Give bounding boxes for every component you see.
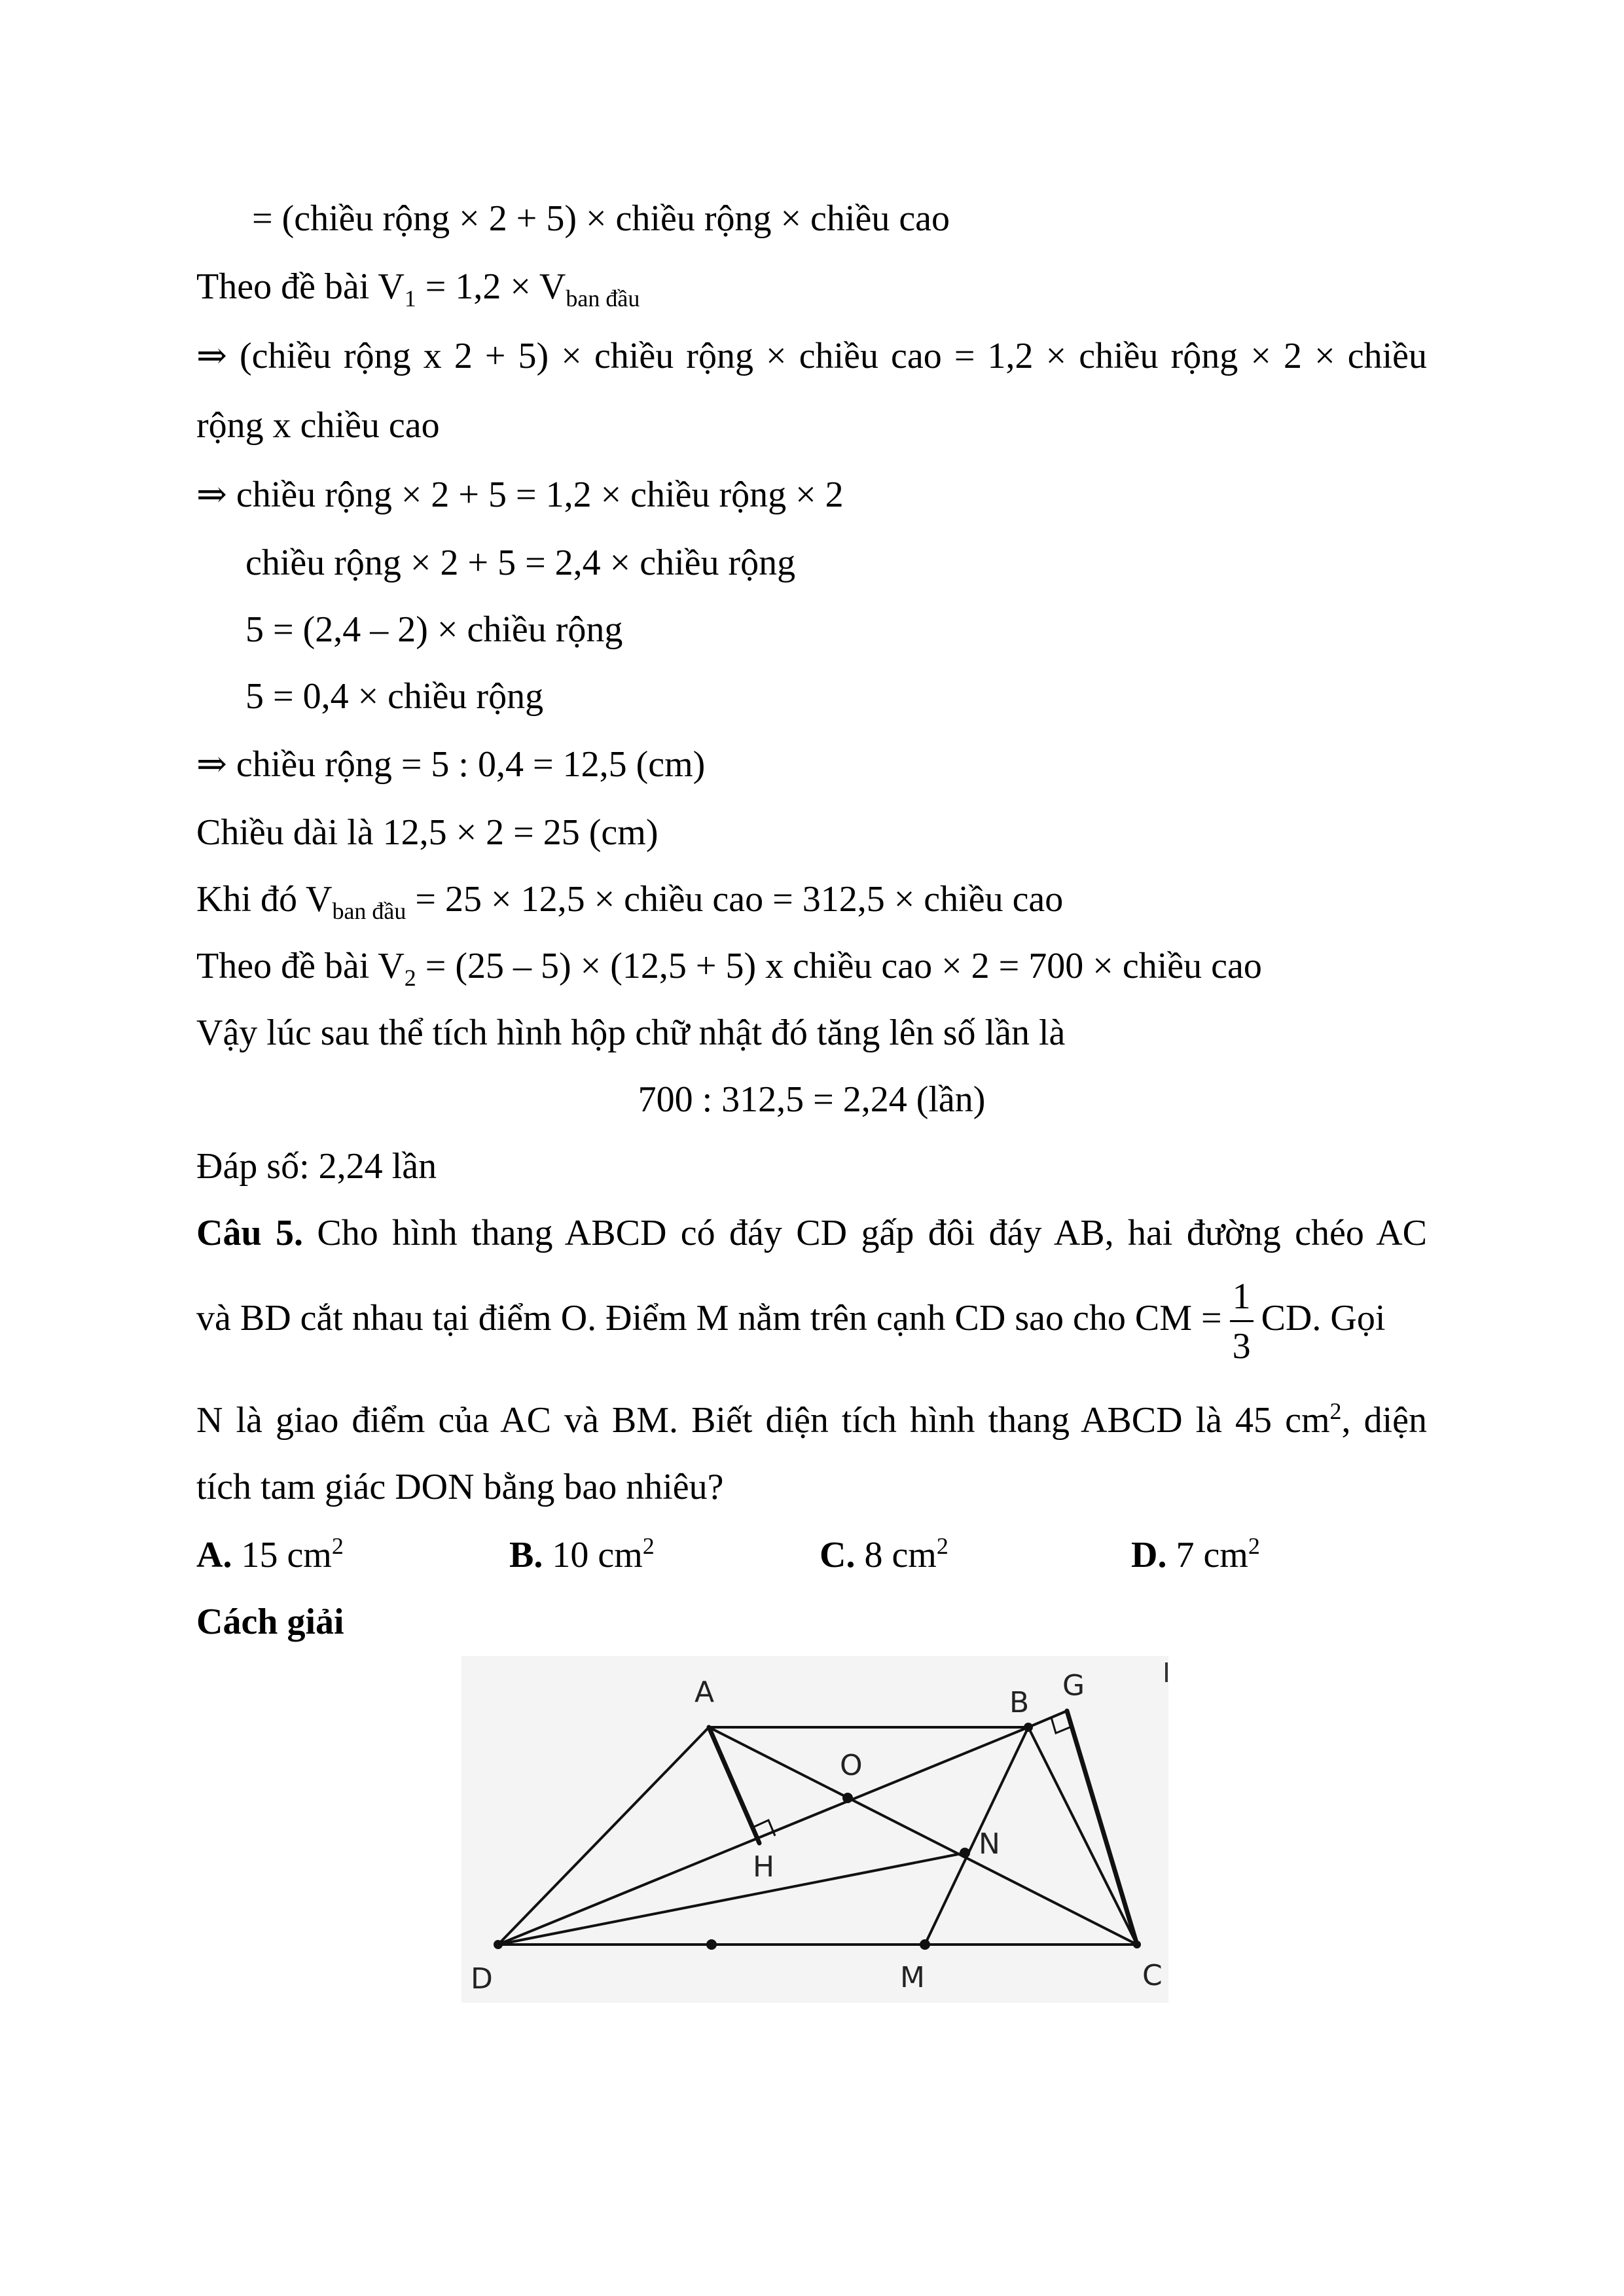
option-c-sup: 2 (936, 1533, 948, 1559)
fraction-one-third (1230, 1278, 1254, 1366)
question-line-3 (196, 1398, 1427, 1441)
option-d-key: D. (1131, 1535, 1167, 1575)
solution-heading: Cách giải (196, 1602, 344, 1642)
line-12: Vậy lúc sau thể tích hình hộp chữ nhật đó tăng lên số lần là (196, 1013, 1066, 1053)
line-6: 5 = (2,4 – 2) × chiều rộng (245, 609, 623, 650)
label-c: C (1142, 1959, 1163, 1992)
figure-edge-mark (1165, 1662, 1168, 1682)
question-line-4: tích tam giác DON bằng bao nhiêu? (196, 1467, 724, 1507)
fraction-denominator: 3 (1232, 1325, 1251, 1367)
line-10-sub: ban đầu (332, 898, 406, 924)
line-2 (196, 266, 640, 312)
fraction-numerator: 1 (1230, 1278, 1254, 1322)
option-a-key: A. (196, 1535, 232, 1575)
point-n (960, 1848, 970, 1858)
line-3a: ⇒ (chiều rộng x 2 + 5) × chiều rộng × chiều cao = 1,2 × chiều rộng × 2 × chiều (196, 336, 1427, 376)
label-m: M (900, 1961, 925, 1994)
option-b-key: B. (509, 1535, 543, 1575)
option-d-text: 7 cm (1166, 1535, 1248, 1575)
point-m (920, 1939, 930, 1950)
figure-background (461, 1656, 1168, 2003)
line-4: ⇒ chiều rộng × 2 + 5 = 1,2 × chiều rộng × 2 (196, 475, 844, 515)
line-10-text-a: Khi đó V (196, 879, 333, 920)
line-2-sub-2: ban đầu (566, 285, 640, 312)
label-h: H (753, 1850, 775, 1884)
question-line-2 (196, 1278, 1385, 1366)
label-d: D (471, 1962, 493, 1996)
line-11-text-b: = (25 – 5) × (12,5 + 5) x chiều cao × 2 = 700 × chiều cao (416, 946, 1262, 986)
option-d (1131, 1533, 1260, 1575)
question-label: Câu 5. (196, 1213, 303, 1253)
line-3b: rộng x chiều cao (196, 405, 440, 446)
option-c (820, 1533, 948, 1575)
question-line-1 (196, 1215, 1427, 1251)
line-10 (196, 879, 1064, 924)
label-b: B (1009, 1686, 1030, 1719)
line-2-text-b: = 1,2 × V (416, 266, 566, 307)
line-5: chiều rộng × 2 + 5 = 2,4 × chiều rộng (245, 543, 796, 583)
question-text-2a: và BD cắt nhau tại điểm O. Điểm M nằm trên cạnh CD sao cho CM = (196, 1298, 1222, 1339)
option-b-text: 10 cm (543, 1535, 643, 1575)
point-b (1024, 1723, 1033, 1732)
question-text-3a: N là giao điểm của AC và BM. Biết diện tích hình thang ABCD là 45 cm (196, 1400, 1330, 1441)
question-text-1: Cho hình thang ABCD có đáy CD gấp đôi đáy AB, hai đường chéo AC (302, 1213, 1427, 1253)
point-c (1133, 1941, 1141, 1948)
point-mid-dc (706, 1939, 717, 1950)
option-a (196, 1533, 344, 1575)
question-text-2b: CD. Gọi (1261, 1298, 1386, 1339)
line-2-text-a: Theo đề bài V (196, 266, 405, 307)
option-a-text: 15 cm (232, 1535, 332, 1575)
label-o: O (840, 1749, 863, 1782)
option-b (509, 1533, 655, 1575)
line-9: Chiều dài là 12,5 × 2 = 25 (cm) (196, 812, 659, 853)
option-c-text: 8 cm (855, 1535, 937, 1575)
label-a: A (695, 1676, 715, 1709)
line-14-answer: Đáp số: 2,24 lần (196, 1146, 437, 1187)
label-g: G (1062, 1669, 1085, 1702)
line-11-sub: 2 (404, 965, 416, 991)
option-c-key: C. (820, 1535, 856, 1575)
question-text-3-sup: 2 (1329, 1398, 1342, 1424)
point-d (494, 1940, 503, 1949)
option-b-sup: 2 (642, 1533, 655, 1559)
trapezoid-figure (461, 1656, 1168, 2003)
line-11 (196, 946, 1262, 991)
point-o (842, 1793, 853, 1803)
line-10-text-b: = 25 × 12,5 × chiều cao = 312,5 × chiều cao (406, 879, 1064, 920)
line-11-text-a: Theo đề bài V (196, 946, 405, 986)
option-a-sup: 2 (331, 1533, 344, 1559)
option-d-sup: 2 (1248, 1533, 1260, 1559)
line-2-sub-1: 1 (404, 285, 416, 312)
line-13-result: 700 : 312,5 = 2,24 (lần) (638, 1079, 986, 1120)
line-1: = (chiều rộng × 2 + 5) × chiều rộng × chiều cao (252, 198, 950, 239)
label-n: N (979, 1827, 1000, 1861)
line-8: ⇒ chiều rộng = 5 : 0,4 = 12,5 (cm) (196, 744, 706, 785)
question-text-3b: , diện (1341, 1400, 1427, 1441)
line-7: 5 = 0,4 × chiều rộng (245, 676, 544, 717)
